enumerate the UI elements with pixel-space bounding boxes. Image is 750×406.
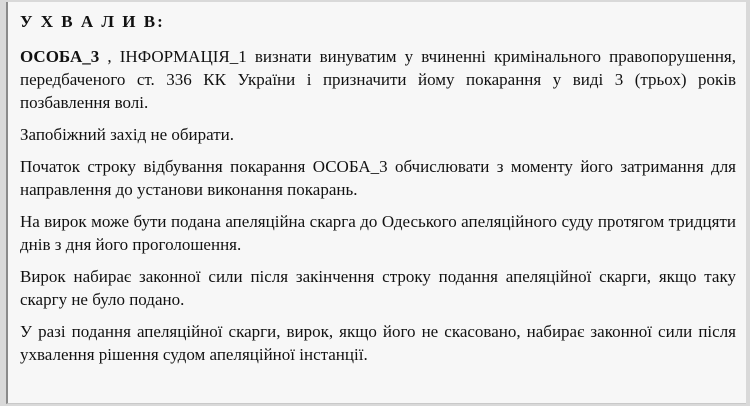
term-start-paragraph: Початок строку відбування покарання ОСОБА_3 обчислювати з моменту його затримання для направлення до установи виконання покарань.: [20, 157, 736, 199]
appeal-effect-paragraph: У разі подання апеляційної скарги, вирок, якщо його не скасовано, набирає законної сили після ухвалення рішення судом апеляційної інстанції.: [20, 322, 736, 364]
sentence-paragraph: [20, 45, 736, 114]
resolution-heading: У Х В А Л И В:: [20, 12, 165, 31]
preventive-measure-paragraph: Запобіжний захід не обирати.: [20, 125, 235, 144]
legal-force-paragraph: Вирок набирає законної сили після закінчення строку подання апеляційної скарги, якщо таку скаргу не було подано.: [20, 267, 736, 309]
sentence-text: , ІНФОРМАЦІЯ_1 визнати винуватим у вчиненні кримінального правопорушення, передбаченого ст. 336 КК України і призначити йому покарання у виді 3 (трьох) років позбавлення волі.: [20, 47, 736, 112]
defendant-name: ОСОБА_3: [20, 47, 100, 66]
document-page: [6, 2, 746, 404]
appeal-paragraph: На вирок може бути подана апеляційна скарга до Одеського апеляційного суду протягом тридцяти днів з дня його проголошення.: [20, 212, 736, 254]
